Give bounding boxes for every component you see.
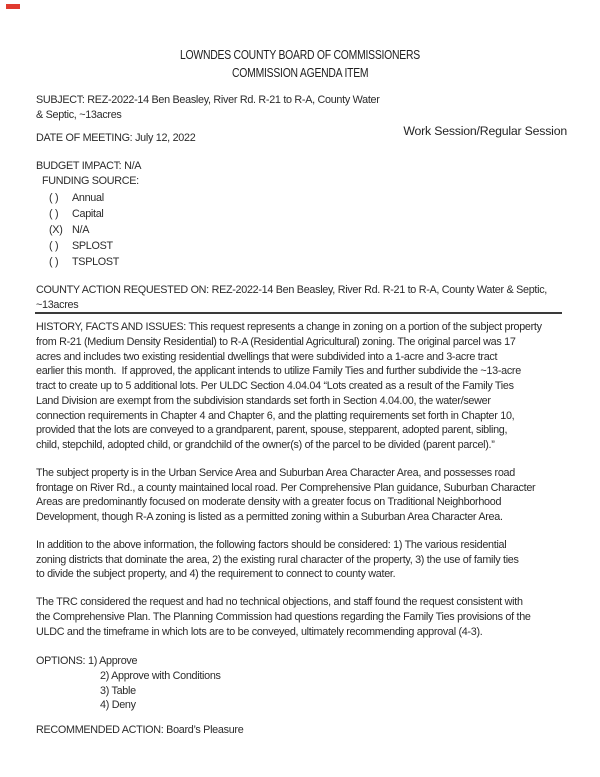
budget-impact-field: BUDGET IMPACT: N/A	[36, 160, 142, 172]
paragraph-line: The subject property is in the Urban Service Area and Suburban Area Character Area, and possesses road	[36, 466, 515, 479]
funding-option-row	[49, 190, 119, 206]
paragraph-line: acres and includes two existing residential dwellings that were subdivided into a 1-acre and 3-acre tract	[36, 350, 498, 363]
paragraph-line: ULDC and the timeframe in which lots are to be conveyed, ultimately recommending approval (4-3).	[36, 625, 483, 638]
paragraph-line: Development, though R-A zoning is listed as a permitted zoning within a Suburban Area Character Area.	[36, 511, 503, 523]
paragraph-line: earlier this month. If approved, the applicant intends to utilize Family Ties and further subdivide the ~13-acre	[36, 365, 521, 378]
paragraph-line: Land Division are exempt from the subdivision standards set forth in Section 4.04.00, the water/sewer	[36, 394, 491, 407]
funding-option-row	[49, 222, 119, 238]
paragraph	[36, 538, 542, 582]
checkbox-empty-mark: ( )	[49, 208, 59, 220]
paragraph-line: the Comprehensive Plan. The Planning Commission had questions regarding the Family Ties provisions of the	[36, 610, 531, 623]
option-item: 3) Table	[100, 684, 136, 697]
options-label: OPTIONS:	[36, 655, 86, 667]
checkbox-checked-mark: (X)	[49, 224, 63, 236]
paragraph	[36, 466, 542, 525]
funding-option-label: Annual	[72, 192, 104, 204]
county-action-line: COUNTY ACTION REQUESTED ON: REZ-2022-14 Ben Beasley, River Rd. R-21 to R-A, County Water & Septic,	[36, 284, 548, 296]
subject-field	[36, 93, 380, 123]
options-section	[36, 654, 221, 713]
subject-line: & Septic, ~13acres	[36, 109, 122, 121]
paragraph-line: The TRC considered the request and had no technical objections, and staff found the request consistent with	[36, 596, 523, 608]
recommended-action-field: RECOMMENDED ACTION: Board’s Pleasure	[36, 724, 244, 736]
history-section	[36, 320, 542, 652]
county-action-line: ~13acres	[36, 299, 79, 311]
document-header	[0, 46, 600, 81]
paragraph-line: connection requirements in Chapter 4 and Chapter 6, and the platting requirements set forth in Chapter 10,	[36, 409, 515, 422]
paragraph-line: In addition to the above information, the following factors should be considered: 1) The various residential	[36, 538, 507, 551]
header-organization: LOWNDES COUNTY BOARD OF COMMISSIONERS	[180, 47, 420, 62]
meeting-date-field: DATE OF MEETING: July 12, 2022	[36, 132, 196, 144]
funding-option-row	[49, 238, 119, 254]
county-action-field	[36, 283, 547, 313]
funding-option-row	[49, 206, 119, 222]
checkbox-empty-mark: ( )	[49, 240, 59, 252]
paragraph	[36, 320, 542, 453]
funding-option-label: N/A	[72, 224, 90, 236]
funding-option-row	[49, 254, 119, 270]
option-item: 2) Approve with Conditions	[100, 669, 221, 682]
option-item: 4) Deny	[100, 699, 136, 712]
options-first-row	[36, 654, 221, 669]
funding-source-label: FUNDING SOURCE:	[42, 175, 139, 187]
paragraph-line: from R-21 (Medium Density Residential) to R-A (Residential Agricultural) zoning. The original parcel was 17	[36, 335, 516, 348]
paragraph-line: zoning districts that dominate the area, 2) the existing rural character of the property, 3) the use of family ties	[36, 553, 519, 566]
funding-option-label: SPLOST	[72, 240, 113, 252]
checkbox-empty-mark: ( )	[49, 256, 59, 268]
header-title: COMMISSION AGENDA ITEM	[231, 64, 369, 80]
session-type-label: Work Session/Regular Session	[403, 124, 567, 138]
paragraph-line: HISTORY, FACTS AND ISSUES: This request represents a change in zoning on a portion of the subject property	[36, 321, 542, 333]
paragraph-line: child, stepchild, adopted child, or grandchild of the owner(s) of the parcel to be divided (parent parcel).”	[36, 439, 495, 451]
divider-line	[35, 312, 562, 314]
paragraph-line: to divide the subject property, and 4) the requirement to connect to county water.	[36, 568, 396, 581]
funding-option-label: Capital	[72, 208, 104, 220]
funding-source-list	[49, 190, 119, 270]
subject-line: SUBJECT: REZ-2022-14 Ben Beasley, River Rd. R-21 to R-A, County Water	[36, 94, 380, 106]
option-item: 1) Approve	[88, 655, 138, 667]
funding-option-label: TSPLOST	[72, 256, 120, 268]
checkbox-empty-mark: ( )	[49, 192, 59, 204]
red-marker-icon	[6, 4, 20, 9]
paragraph-line: provided that the lots are conveyed to a grandparent, parent, spouse, stepparent, adopted parent, sibling,	[36, 424, 508, 437]
paragraph-line: tract to create up to 5 additional lots. Per ULDC Section 4.04.04 “Lots created as a result of the Family Ties	[36, 380, 514, 392]
paragraph	[36, 595, 542, 639]
paragraph-line: frontage on River Rd., a county maintained local road. Per Comprehensive Plan guidance, Suburban Character	[36, 481, 536, 494]
paragraph-line: Areas are predominantly focused on moderate density with a greater focus on Traditional Neighborhood	[36, 496, 502, 509]
